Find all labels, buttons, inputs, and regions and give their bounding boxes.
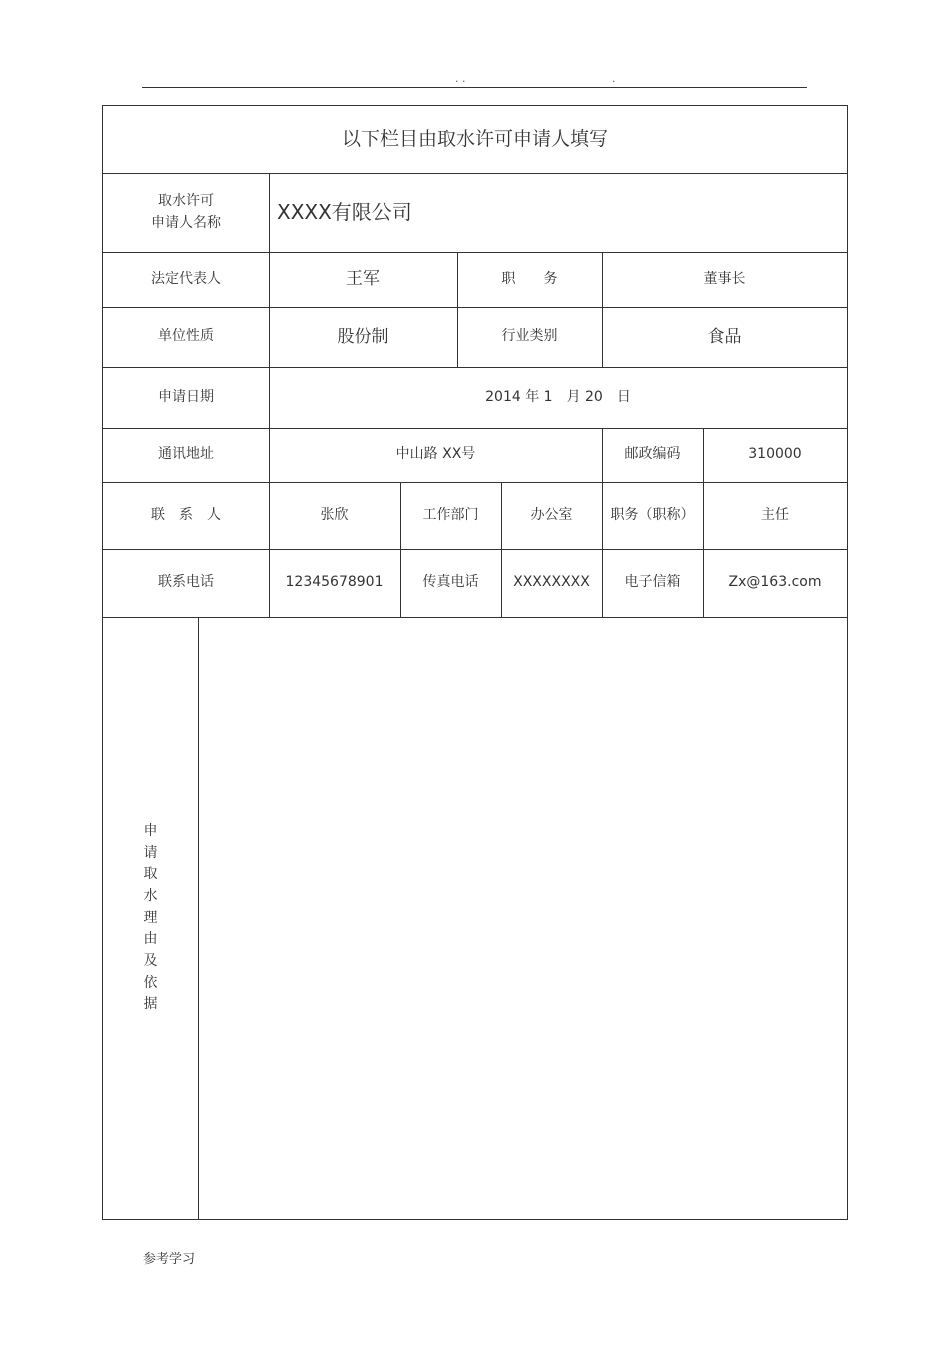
- reason-label-char: 由: [143, 931, 158, 948]
- department-label: 工作部门: [422, 506, 479, 523]
- footer-text: 参考学习: [143, 1252, 196, 1267]
- fax-value[interactable]: XXXXXXXX: [513, 574, 590, 591]
- unit-nature-value[interactable]: 股份制: [337, 326, 389, 347]
- reason-label-char: 及: [143, 953, 158, 970]
- contact-value[interactable]: 张欣: [320, 506, 349, 523]
- industry-label: 行业类别: [501, 328, 558, 345]
- postcode-label: 邮政编码: [624, 446, 681, 463]
- reason-label-char: 水: [143, 887, 158, 904]
- postcode-value[interactable]: 310000: [748, 446, 802, 463]
- header-dots-right: .: [612, 72, 616, 85]
- contact-title-value[interactable]: 主任: [761, 506, 789, 523]
- position-label: 职 务: [501, 270, 558, 287]
- header-dots-left: . .: [455, 72, 466, 85]
- address-label: 通讯地址: [158, 446, 214, 463]
- reason-label-char: 申: [143, 822, 158, 839]
- form-title: 以下栏目由取水许可申请人填写: [341, 127, 608, 150]
- legal-rep-label: 法定代表人: [151, 270, 221, 287]
- email-label: 电子信箱: [624, 574, 681, 591]
- applicant-name-label-line1: 取水许可: [158, 192, 214, 209]
- legal-rep-value[interactable]: 王军: [346, 269, 380, 290]
- reason-label-char: 取: [143, 866, 158, 883]
- apply-date-value[interactable]: 2014 年 1 月 20 日: [485, 388, 631, 405]
- address-value[interactable]: 中山路 XX号: [395, 446, 476, 463]
- contact-label: 联 系 人: [151, 506, 221, 523]
- reason-label-char: 据: [143, 996, 158, 1013]
- phone-label: 联系电话: [158, 574, 214, 591]
- phone-value[interactable]: 12345678901: [285, 574, 384, 591]
- reason-label-char: 依: [143, 974, 158, 991]
- reason-label: [103, 617, 198, 1220]
- unit-nature-label: 单位性质: [158, 328, 214, 345]
- position-value[interactable]: 董事长: [703, 270, 746, 287]
- reason-label-char: 请: [143, 844, 158, 861]
- applicant-name-label: [103, 173, 269, 252]
- reason-value[interactable]: [198, 617, 847, 1220]
- industry-value[interactable]: 食品: [707, 326, 742, 347]
- reason-label-char: 理: [143, 909, 158, 926]
- department-value[interactable]: 办公室: [530, 506, 573, 523]
- header-rule: [142, 87, 807, 88]
- fax-label: 传真电话: [422, 574, 479, 591]
- applicant-name-label-line2: 申请人名称: [151, 214, 221, 231]
- email-value[interactable]: Zx@163.com: [728, 574, 822, 591]
- applicant-name-value[interactable]: XXXX有限公司: [277, 200, 412, 224]
- application-form: [102, 105, 848, 1220]
- contact-title-label: 职务（职称）: [610, 506, 695, 523]
- apply-date-label: 申请日期: [158, 388, 214, 405]
